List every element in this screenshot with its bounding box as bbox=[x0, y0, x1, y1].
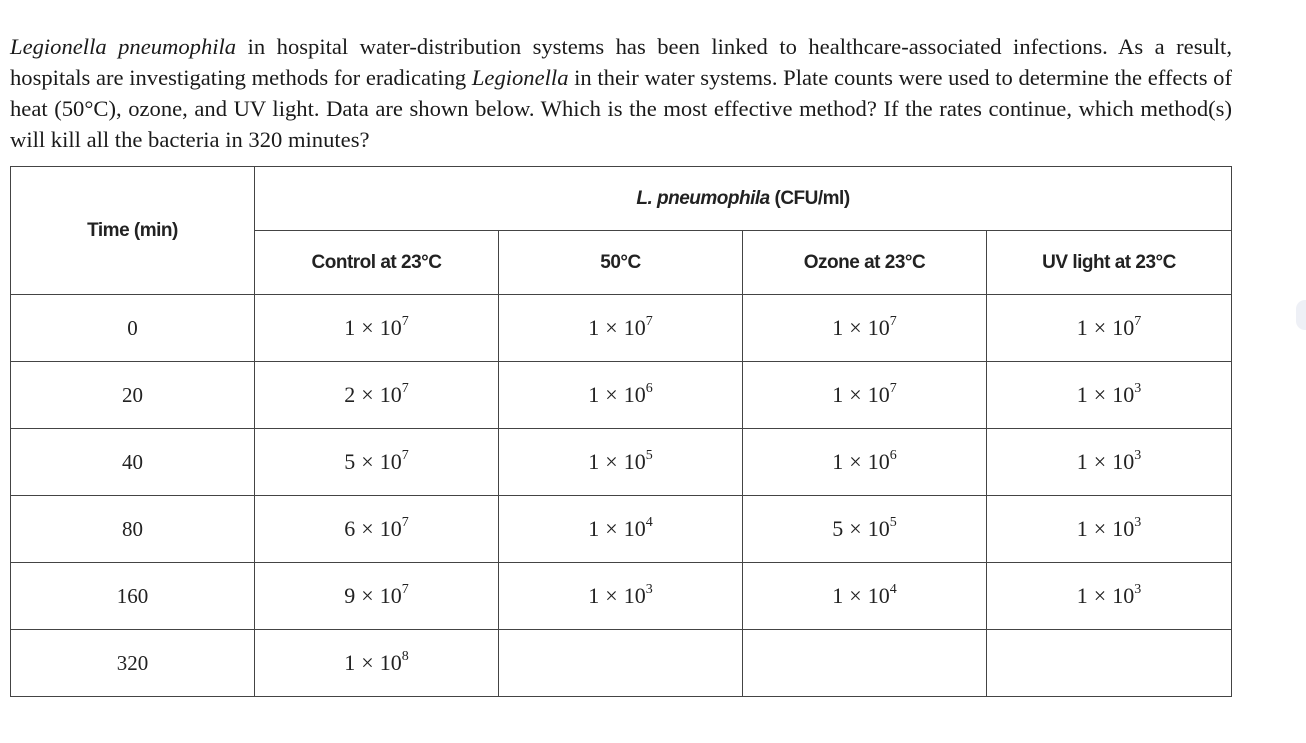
multiply-sign: × bbox=[361, 650, 374, 675]
multiply-sign: × bbox=[849, 583, 862, 608]
multiply-sign: × bbox=[361, 516, 374, 541]
multiply-sign: × bbox=[605, 382, 618, 407]
exponent: 3 bbox=[645, 581, 653, 597]
uv-cell bbox=[987, 563, 1232, 630]
question-text bbox=[10, 31, 1232, 155]
exponent: 5 bbox=[889, 514, 897, 530]
multiply-sign: × bbox=[361, 449, 374, 474]
exponent: 7 bbox=[889, 380, 897, 396]
mantissa: 1 bbox=[1076, 382, 1088, 407]
heat-cell bbox=[499, 563, 743, 630]
base: 10 bbox=[1112, 583, 1135, 608]
question-part-1: in hospital water-distribution systems has been linked to healthcare-associated infections. As a result, hospitals are investigating methods for eradicating bbox=[10, 33, 1232, 90]
time-cell: 320 bbox=[11, 630, 255, 697]
multiply-sign: × bbox=[361, 382, 374, 407]
control-cell bbox=[255, 362, 499, 429]
exponent: 4 bbox=[889, 581, 897, 597]
mantissa: 5 bbox=[344, 449, 356, 474]
exponent: 7 bbox=[889, 313, 897, 329]
base: 10 bbox=[623, 382, 646, 407]
multiply-sign: × bbox=[849, 516, 862, 541]
heat-cell bbox=[499, 295, 743, 362]
multiply-sign: × bbox=[605, 315, 618, 340]
base: 10 bbox=[1112, 449, 1135, 474]
base: 10 bbox=[379, 315, 402, 340]
heat-cell bbox=[499, 362, 743, 429]
mantissa: 1 bbox=[588, 583, 600, 608]
mantissa: 1 bbox=[1076, 516, 1088, 541]
heat-cell bbox=[499, 630, 743, 697]
data-table bbox=[10, 166, 1232, 697]
base: 10 bbox=[867, 382, 890, 407]
base: 10 bbox=[379, 583, 402, 608]
table-row bbox=[11, 429, 1232, 496]
multiply-sign: × bbox=[605, 449, 618, 474]
base: 10 bbox=[623, 315, 646, 340]
mantissa: 5 bbox=[832, 516, 844, 541]
mantissa: 1 bbox=[588, 382, 600, 407]
mantissa: 1 bbox=[344, 650, 356, 675]
multiply-sign: × bbox=[849, 315, 862, 340]
ozone-cell bbox=[743, 429, 987, 496]
time-cell: 0 bbox=[11, 295, 255, 362]
exponent: 7 bbox=[401, 581, 409, 597]
base: 10 bbox=[1112, 516, 1135, 541]
mantissa: 1 bbox=[832, 449, 844, 474]
base: 10 bbox=[867, 583, 890, 608]
base: 10 bbox=[623, 583, 646, 608]
mantissa: 1 bbox=[832, 382, 844, 407]
time-column-header: Time (min) bbox=[11, 167, 255, 295]
mantissa: 1 bbox=[832, 315, 844, 340]
mantissa: 6 bbox=[344, 516, 356, 541]
mantissa: 1 bbox=[588, 315, 600, 340]
multiply-sign: × bbox=[849, 449, 862, 474]
group-header-species: L. pneumophila bbox=[636, 187, 770, 209]
exponent: 7 bbox=[401, 447, 409, 463]
table-row bbox=[11, 563, 1232, 630]
mantissa: 1 bbox=[1076, 315, 1088, 340]
control-cell bbox=[255, 496, 499, 563]
multiply-sign: × bbox=[1093, 516, 1107, 541]
exponent: 5 bbox=[645, 447, 653, 463]
exponent: 3 bbox=[1134, 514, 1142, 530]
multiply-sign: × bbox=[1093, 315, 1107, 340]
exponent: 7 bbox=[401, 514, 409, 530]
multiply-sign: × bbox=[605, 516, 618, 541]
uv-cell bbox=[987, 429, 1232, 496]
base: 10 bbox=[1112, 315, 1135, 340]
ozone-cell bbox=[743, 362, 987, 429]
question-part-2: in their water systems. Plate counts were used to determine the effects of heat (50°C), ozone, and UV light. Data are shown below. Which is the most effective method? If the rates continue, which method(s) will kill all the bacteria in 320 minutes? bbox=[10, 64, 1232, 152]
ozone-cell bbox=[743, 496, 987, 563]
multiply-sign: × bbox=[605, 583, 618, 608]
base: 10 bbox=[379, 449, 402, 474]
cfu-group-header bbox=[255, 167, 1232, 231]
mantissa: 1 bbox=[832, 583, 844, 608]
base: 10 bbox=[379, 650, 402, 675]
uv-cell bbox=[987, 362, 1232, 429]
time-cell: 20 bbox=[11, 362, 255, 429]
mantissa: 1 bbox=[588, 449, 600, 474]
uv-cell bbox=[987, 295, 1232, 362]
mantissa: 1 bbox=[1076, 583, 1088, 608]
exponent: 7 bbox=[401, 313, 409, 329]
genus-name: Legionella bbox=[471, 64, 569, 90]
base: 10 bbox=[1112, 382, 1135, 407]
mantissa: 1 bbox=[344, 315, 356, 340]
table-row bbox=[11, 362, 1232, 429]
heat-cell bbox=[499, 496, 743, 563]
ozone-cell bbox=[743, 563, 987, 630]
uv-cell bbox=[987, 496, 1232, 563]
control-cell bbox=[255, 630, 499, 697]
exponent: 4 bbox=[645, 514, 653, 530]
multiply-sign: × bbox=[361, 315, 374, 340]
scroll-edge-indicator bbox=[1296, 300, 1306, 330]
multiply-sign: × bbox=[1093, 449, 1107, 474]
heat-column-header: 50°C bbox=[499, 231, 743, 295]
base: 10 bbox=[379, 516, 402, 541]
multiply-sign: × bbox=[361, 583, 374, 608]
exponent: 3 bbox=[1134, 447, 1142, 463]
base: 10 bbox=[867, 516, 890, 541]
base: 10 bbox=[867, 315, 890, 340]
mantissa: 1 bbox=[1076, 449, 1088, 474]
mantissa: 2 bbox=[344, 382, 356, 407]
mantissa: 9 bbox=[344, 583, 356, 608]
time-cell: 160 bbox=[11, 563, 255, 630]
exponent: 6 bbox=[645, 380, 653, 396]
exponent: 8 bbox=[401, 648, 409, 664]
multiply-sign: × bbox=[849, 382, 862, 407]
table-row bbox=[11, 295, 1232, 362]
exponent: 6 bbox=[889, 447, 897, 463]
table-row bbox=[11, 496, 1232, 563]
group-header-unit: (CFU/ml) bbox=[769, 187, 850, 209]
exponent: 3 bbox=[1134, 380, 1142, 396]
control-column-header: Control at 23°C bbox=[255, 231, 499, 295]
time-cell: 40 bbox=[11, 429, 255, 496]
species-name: Legionella pneumophila bbox=[10, 33, 237, 59]
heat-cell bbox=[499, 429, 743, 496]
mantissa: 1 bbox=[588, 516, 600, 541]
base: 10 bbox=[379, 382, 402, 407]
table-body bbox=[11, 295, 1232, 697]
multiply-sign: × bbox=[1093, 583, 1107, 608]
ozone-cell bbox=[743, 630, 987, 697]
table-row bbox=[11, 630, 1232, 697]
exponent: 7 bbox=[645, 313, 653, 329]
control-cell bbox=[255, 295, 499, 362]
multiply-sign: × bbox=[1093, 382, 1107, 407]
exponent: 3 bbox=[1134, 581, 1142, 597]
uv-cell bbox=[987, 630, 1232, 697]
base: 10 bbox=[623, 516, 646, 541]
base: 10 bbox=[623, 449, 646, 474]
base: 10 bbox=[867, 449, 890, 474]
control-cell bbox=[255, 429, 499, 496]
control-cell bbox=[255, 563, 499, 630]
exponent: 7 bbox=[401, 380, 409, 396]
ozone-cell bbox=[743, 295, 987, 362]
exponent: 7 bbox=[1134, 313, 1142, 329]
uv-column-header: UV light at 23°C bbox=[987, 231, 1232, 295]
ozone-column-header: Ozone at 23°C bbox=[743, 231, 987, 295]
time-cell: 80 bbox=[11, 496, 255, 563]
